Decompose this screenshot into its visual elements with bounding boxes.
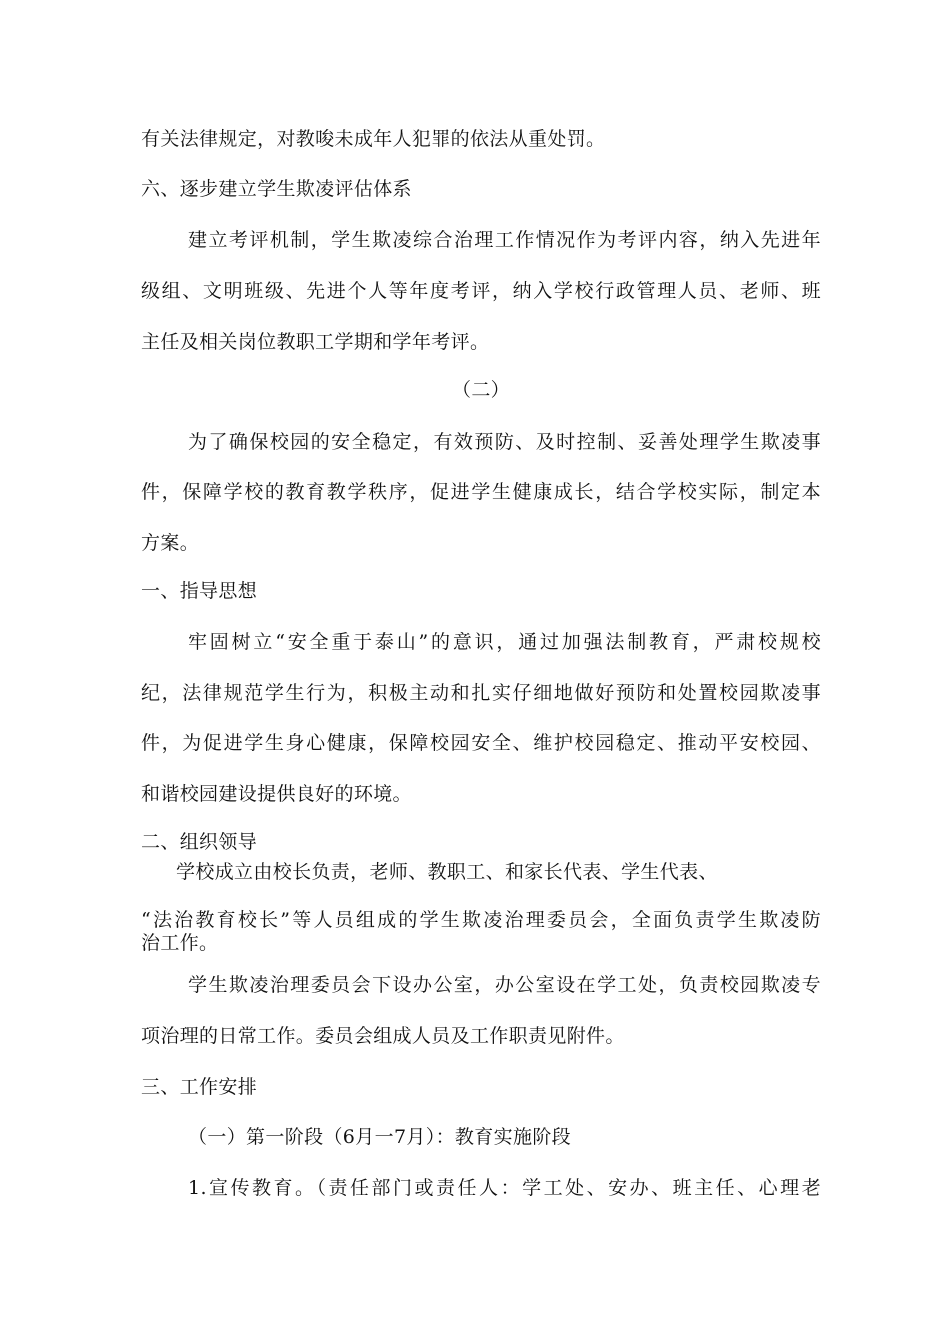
section-heading: 二、组织领导 xyxy=(141,831,258,853)
paragraph-line: 建立考评机制，学生欺凌综合治理工作情况作为考评内容，纳入先进年 xyxy=(188,229,821,251)
paragraph-line: 件，保障学校的教育教学秩序，促进学生健康成长，结合学校实际，制定本 xyxy=(141,481,821,503)
paragraph-line: 级组、文明班级、先进个人等年度考评，纳入学校行政管理人员、老师、班 xyxy=(141,280,821,302)
paragraph-line: 有关法律规定，对教唆未成年人犯罪的依法从重处罚。 xyxy=(141,128,606,150)
paragraph-line: 纪，法律规范学生行为，积极主动和扎实仔细地做好预防和处置校园欺凌事 xyxy=(141,682,821,704)
section-heading: 三、工作安排 xyxy=(141,1076,258,1098)
paragraph-line: 牢固树立“安全重于泰山”的意识，通过加强法制教育，严肃校规校 xyxy=(188,631,821,653)
paragraph-line: 和谐校园建设提供良好的环境。 xyxy=(141,783,412,805)
paragraph-line: 项治理的日常工作。委员会组成人员及工作职责见附件。 xyxy=(141,1025,625,1047)
section-heading: 一、指导思想 xyxy=(141,580,258,602)
section-heading: 六、逐步建立学生欺凌评估体系 xyxy=(141,178,412,200)
paragraph-line: 治工作。 xyxy=(141,932,219,954)
paragraph-line: 方案。 xyxy=(141,532,200,554)
paragraph-line: 学生欺凌治理委员会下设办公室，办公室设在学工处，负责校园欺凌专 xyxy=(188,974,821,996)
subsection-heading: （一）第一阶段（6月一7月）：教育实施阶段 xyxy=(188,1126,572,1148)
part-heading: （二） xyxy=(451,379,511,401)
paragraph-line: 为了确保校园的安全稳定，有效预防、及时控制、妥善处理学生欺凌事 xyxy=(188,431,821,453)
paragraph-line: 1.宣传教育。（责任部门或责任人：学工处、安办、班主任、心理老 xyxy=(188,1177,821,1199)
paragraph-line: 学校成立由校长负责，老师、教职工、和家长代表、学生代表、 xyxy=(176,861,718,883)
paragraph-line: 主任及相关岗位教职工学期和学年考评。 xyxy=(141,331,490,353)
paragraph-line: “法治教育校长”等人员组成的学生欺凌治理委员会，全面负责学生欺凌防 xyxy=(141,909,821,931)
paragraph-line: 件，为促进学生身心健康，保障校园安全、维护校园稳定、推动平安校园、 xyxy=(141,732,821,754)
